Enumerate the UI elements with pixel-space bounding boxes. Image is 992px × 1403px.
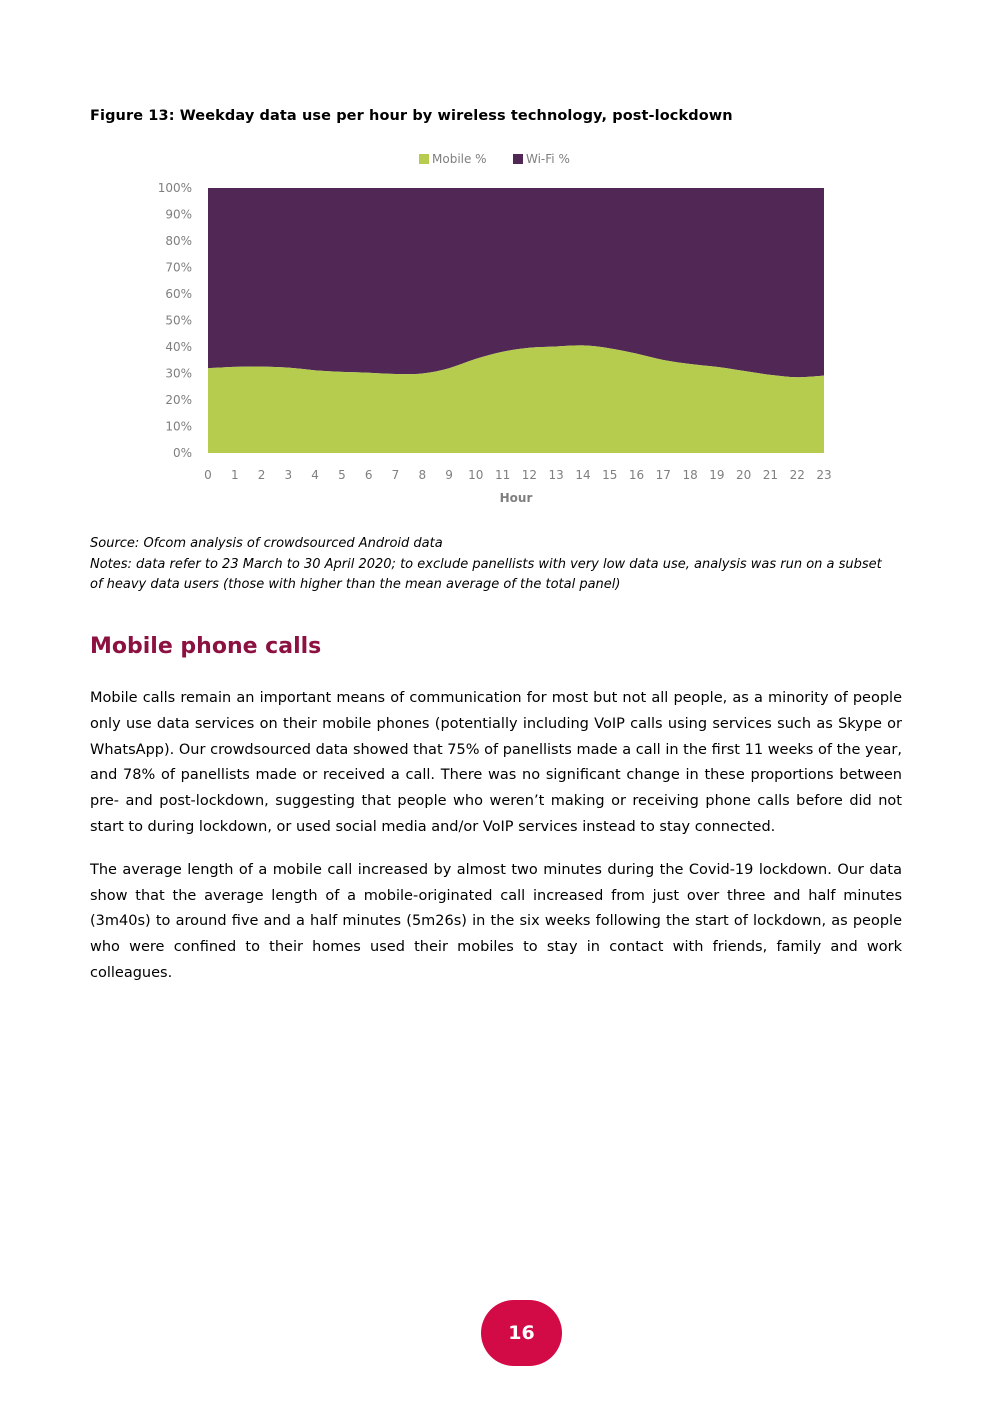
figure-source: [90, 534, 890, 596]
y-tick-label: 60%: [165, 287, 192, 301]
section-body: [90, 686, 902, 1004]
x-tick-label: 15: [602, 468, 618, 482]
y-tick-label: 0%: [172, 446, 192, 460]
y-tick-label: 40%: [165, 340, 192, 354]
y-tick-label: 10%: [165, 419, 192, 434]
x-tick-label: 0: [204, 468, 212, 482]
figure-title: Figure 13: Weekday data use per hour by wireless technology, post-lockdown: [90, 108, 733, 124]
x-tick-label: 3: [284, 468, 293, 482]
x-tick-label: 12: [521, 468, 538, 482]
y-tick-label: 70%: [165, 260, 192, 275]
y-tick-label: 30%: [165, 366, 192, 381]
y-tick-label: 50%: [165, 313, 192, 328]
x-tick-label: 9: [445, 468, 453, 482]
x-tick-label: 8: [418, 468, 427, 482]
area-chart: [130, 145, 850, 515]
x-tick-label: 19: [709, 468, 725, 482]
x-tick-label: 14: [575, 468, 591, 482]
paragraph: The average length of a mobile call increased by almost two minutes during the Covid-19 lockdown. Our data show that the average length of a mobile-originated call increased from just over three and half minutes (3m40s) to around five and a half minutes (5m26s) in the six weeks following the start of lockdown, as people who were confined to their homes used their mobiles to stay in contact with friends, family and work colleagues.: [90, 861, 902, 981]
y-tick-label: 90%: [165, 207, 192, 222]
legend-label-mobile: Mobile %: [432, 152, 487, 166]
x-tick-label: 11: [494, 468, 511, 482]
legend-label-wifi: Wi-Fi %: [526, 152, 570, 166]
x-tick-label: 2: [257, 468, 266, 482]
legend-swatch-mobile: [419, 154, 429, 164]
x-tick-label: 16: [628, 468, 645, 482]
notes: Notes: data refer to 23 March to 30 April 2020; to exclude panellists with very low data use, analysis was run on a subset of heavy data users (those with higher than the mean average of the total panel): [90, 556, 882, 592]
x-tick-label: 4: [311, 468, 319, 482]
x-tick-label: 1: [230, 468, 239, 482]
section-heading: Mobile phone calls: [90, 634, 322, 659]
x-tick-label: 20: [736, 468, 752, 482]
y-tick-label: 20%: [165, 393, 192, 407]
x-axis-label: Hour: [499, 491, 533, 505]
x-tick-label: 7: [391, 468, 400, 482]
x-tick-label: 5: [338, 468, 346, 482]
paragraph: Mobile calls remain an important means of communication for most but not all people, as a minority of people only use data services on their mobile phones (potentially including VoIP calls using services such as Skype or WhatsApp). Our crowdsourced data showed that 75% of panellists made a call in the first 11 weeks of the year, and 78% of panellists made or received a call. There was no significant change in these proportions between pre- and post-lockdown, suggesting that people who weren’t making or receiving phone calls before did not start to during lockdown, or used social media and/or VoIP services instead to stay connected.: [90, 690, 902, 835]
x-tick-label: 18: [682, 468, 698, 482]
x-tick-label: 21: [762, 468, 779, 482]
x-tick-label: 22: [789, 468, 805, 482]
x-tick-label: 10: [468, 468, 484, 482]
chart-svg: [130, 145, 850, 515]
x-tick-label: 17: [655, 468, 671, 482]
x-tick-label: 23: [816, 468, 832, 482]
y-tick-label: 80%: [165, 234, 192, 248]
x-tick-label: 13: [548, 468, 564, 482]
source-note: Source: Ofcom analysis of crowdsourced Android data: [90, 536, 443, 551]
x-tick-label: 6: [364, 468, 373, 482]
legend-swatch-wifi: [513, 154, 523, 164]
page-number-badge: 16: [481, 1300, 562, 1366]
y-tick-label: 100%: [157, 181, 192, 195]
wifi-area: [208, 188, 824, 377]
